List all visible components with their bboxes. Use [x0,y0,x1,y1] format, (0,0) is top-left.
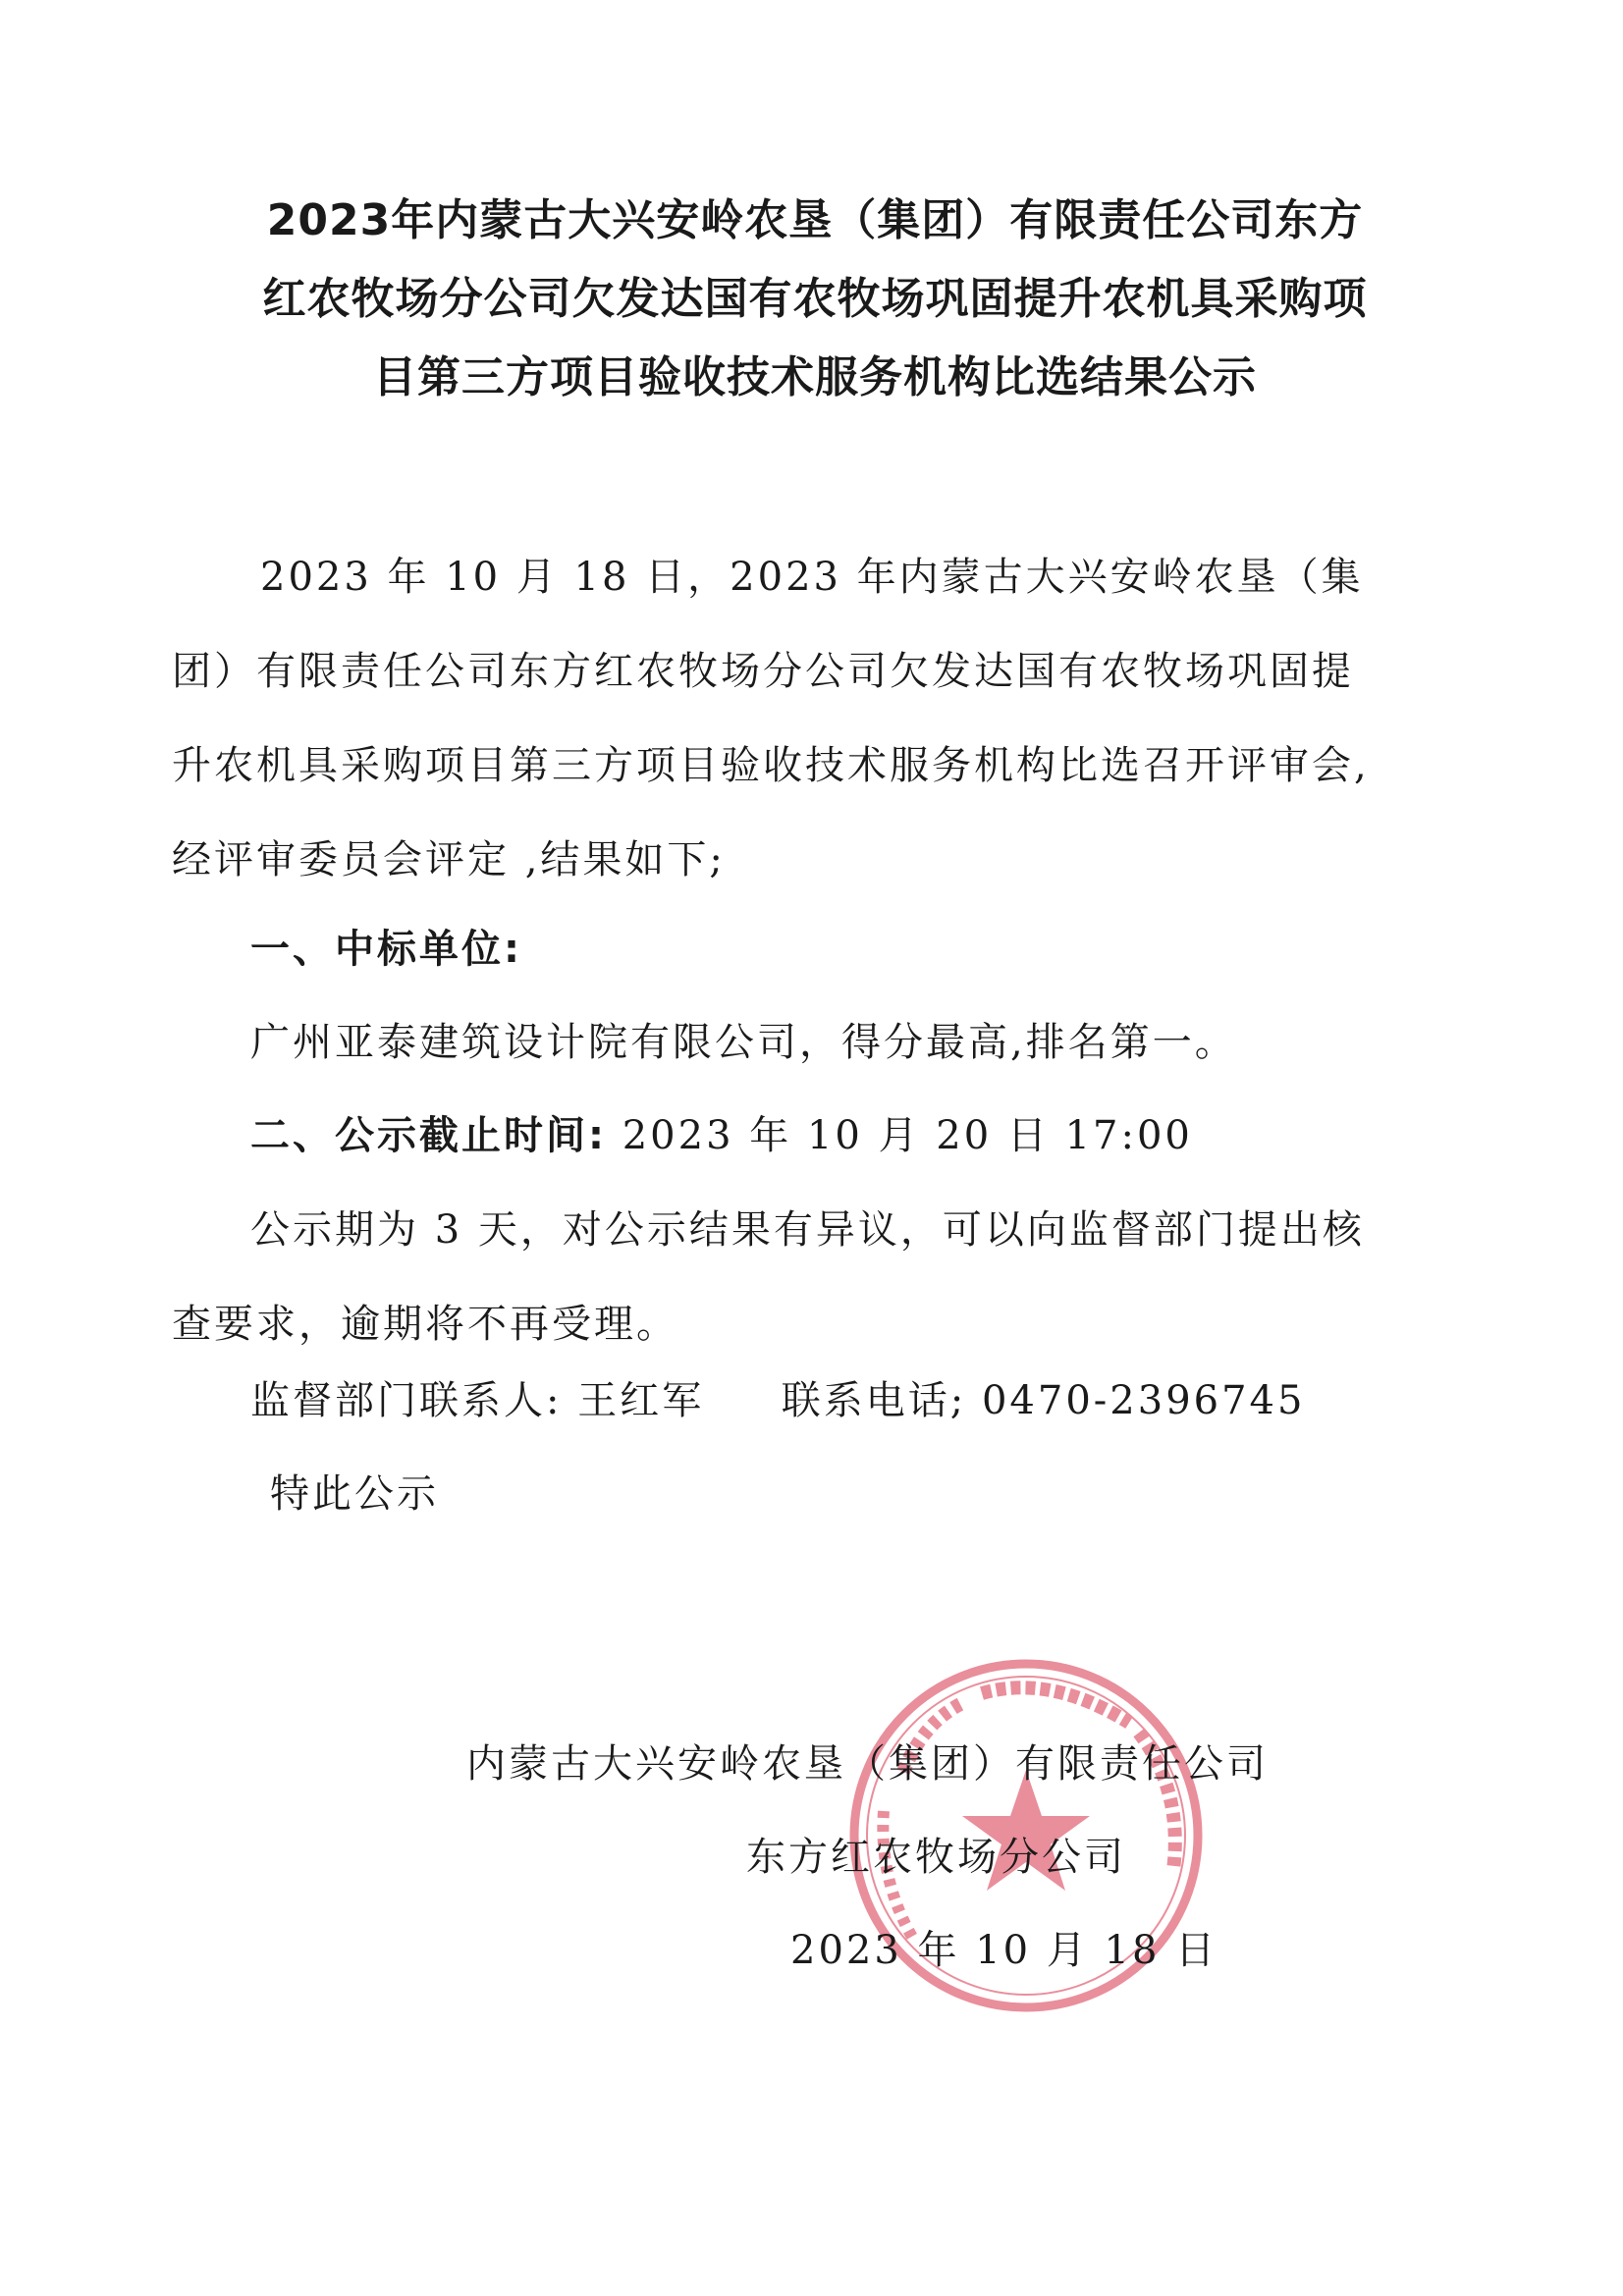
phone-number: 0470-2396745 [981,1378,1306,1423]
signature-org-line2: 东方红农牧场分公司 [746,1835,1126,1880]
winner-text: 广州亚泰建筑设计院有限公司，得分最高,排名第一。 [250,1020,1237,1065]
contact-line [250,1369,1305,1425]
contact-name: 王红军 [577,1378,705,1423]
section1-heading: 一、中标单位: [250,927,522,972]
intro-paragraph: 2023 年 10 月 18 日，2023 年内蒙古大兴安岭农垦（集团）有限责任公司东方红农牧场分公司欠发达国有农牧场巩固提升农机具采购项目第三方项目验收技术服务机构比选召开评审会,经评审委员会评定 ,结果如下; [172,555,1370,882]
contact-label: 监督部门联系人: [250,1378,563,1423]
section2-heading: 二、公示截止时间: [250,1113,607,1158]
title-line-3: 目第三方项目验收技术服务机构比选结果公示 [373,352,1257,402]
notice-paragraph: 公示期为 3 天，对公示结果有异议，可以向监督部门提出核查要求，逾期将不再受理。 [172,1207,1365,1347]
signature-date: 2023 年 10 月 18 日 [790,1928,1218,1973]
title-line-2: 红农牧场分公司欠发达国有农牧场巩固提升农机具采购项 [262,274,1368,324]
signature-org-line1: 内蒙古大兴安岭农垦（集团）有限责任公司 [466,1741,1269,1787]
deadline-value: 2023 年 10 月 20 日 17:00 [622,1113,1193,1158]
phone-label: 联系电话; [781,1378,967,1423]
section2 [250,1104,1193,1160]
closing-text: 特此公示 [270,1471,439,1517]
seal-arc-text-top [982,1687,1129,1723]
title-line-1: 2023年内蒙古大兴安岭农垦（集团）有限责任公司东方 [266,195,1364,245]
document-title [167,182,1463,417]
